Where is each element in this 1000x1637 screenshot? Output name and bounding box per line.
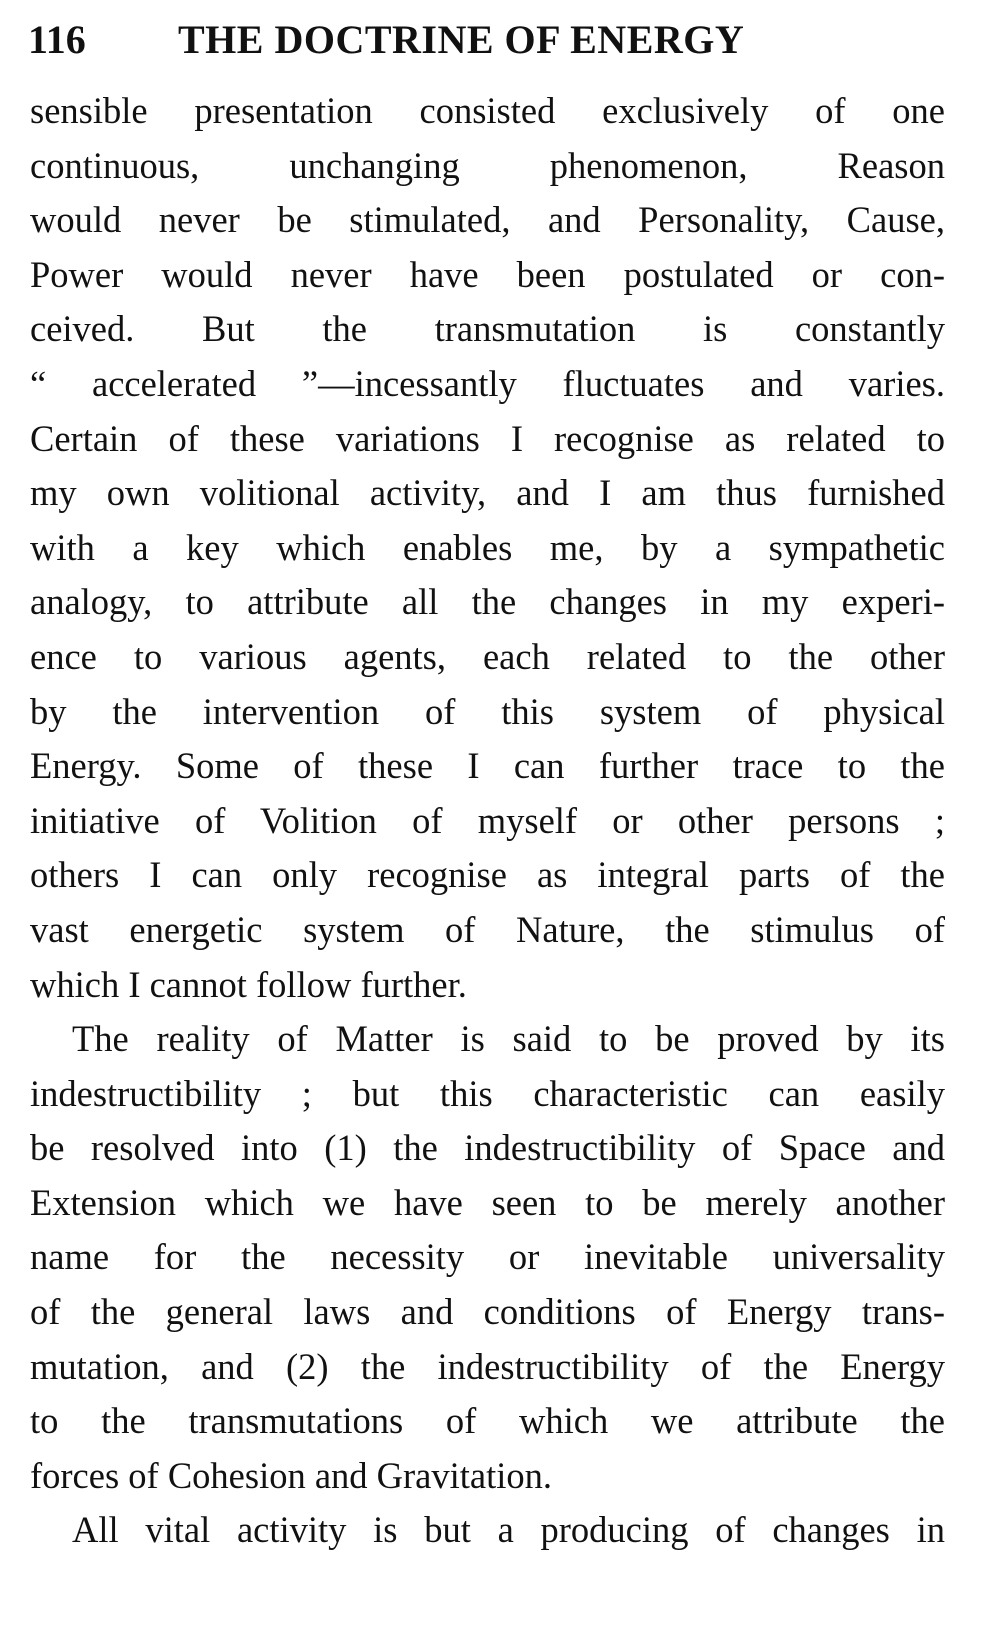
text-line: vast energetic system of Nature, the stimulus of (30, 908, 945, 950)
text-line: Energy. Some of these I can further trace to the (30, 745, 945, 787)
text-line: analogy, to attribute all the changes in my experi- (30, 581, 945, 623)
text-line: Power would never have been postulated or con- (30, 253, 945, 295)
body-text (30, 84, 945, 1558)
page-number: 116 (28, 17, 86, 62)
text-line: “ accelerated ”—incessantly fluctuates and varies. (30, 362, 945, 404)
text-line: by the intervention of this system of physical (30, 690, 945, 732)
text-line: name for the necessity or inevitable universality (30, 1236, 945, 1278)
running-title: THE DOCTRINE OF ENERGY (178, 17, 745, 62)
text-line: indestructibility ; but this characteristic can easily (30, 1072, 945, 1114)
text-line: to the transmutations of which we attribute the (30, 1400, 945, 1442)
running-head (28, 10, 948, 70)
paragraph-1 (30, 84, 945, 1012)
text-line: initiative of Volition of myself or other persons ; (30, 799, 945, 841)
paragraph-3 (30, 1503, 945, 1558)
text-line: sensible presentation consisted exclusively of one (30, 90, 945, 131)
text-line: forces of Cohesion and Gravitation. (30, 1454, 553, 1496)
text-line: be resolved into (1) the indestructibility of Space and (30, 1127, 945, 1169)
text-line: with a key which enables me, by a sympathetic (30, 526, 945, 568)
text-line: The reality of Matter is said to be proved by its (72, 1018, 945, 1060)
text-line: All vital activity is but a producing of changes in (72, 1509, 945, 1551)
text-line: which I cannot follow further. (30, 963, 467, 1005)
text-line: my own volitional activity, and I am thus furnished (30, 472, 945, 514)
text-line: Extension which we have seen to be merely another (30, 1181, 945, 1223)
text-line: continuous, unchanging phenomenon, Reason (30, 144, 945, 186)
text-line: of the general laws and conditions of Energy trans- (30, 1291, 945, 1333)
text-line: others I can only recognise as integral parts of the (30, 854, 945, 896)
text-line: mutation, and (2) the indestructibility of the Energy (30, 1345, 945, 1387)
paragraph-2 (30, 1012, 945, 1503)
text-line: would never be stimulated, and Personality, Cause, (30, 199, 945, 241)
text-line: ence to various agents, each related to the other (30, 635, 945, 677)
text-line: Certain of these variations I recognise as related to (30, 417, 945, 459)
text-line: ceived. But the transmutation is constantly (30, 308, 945, 350)
